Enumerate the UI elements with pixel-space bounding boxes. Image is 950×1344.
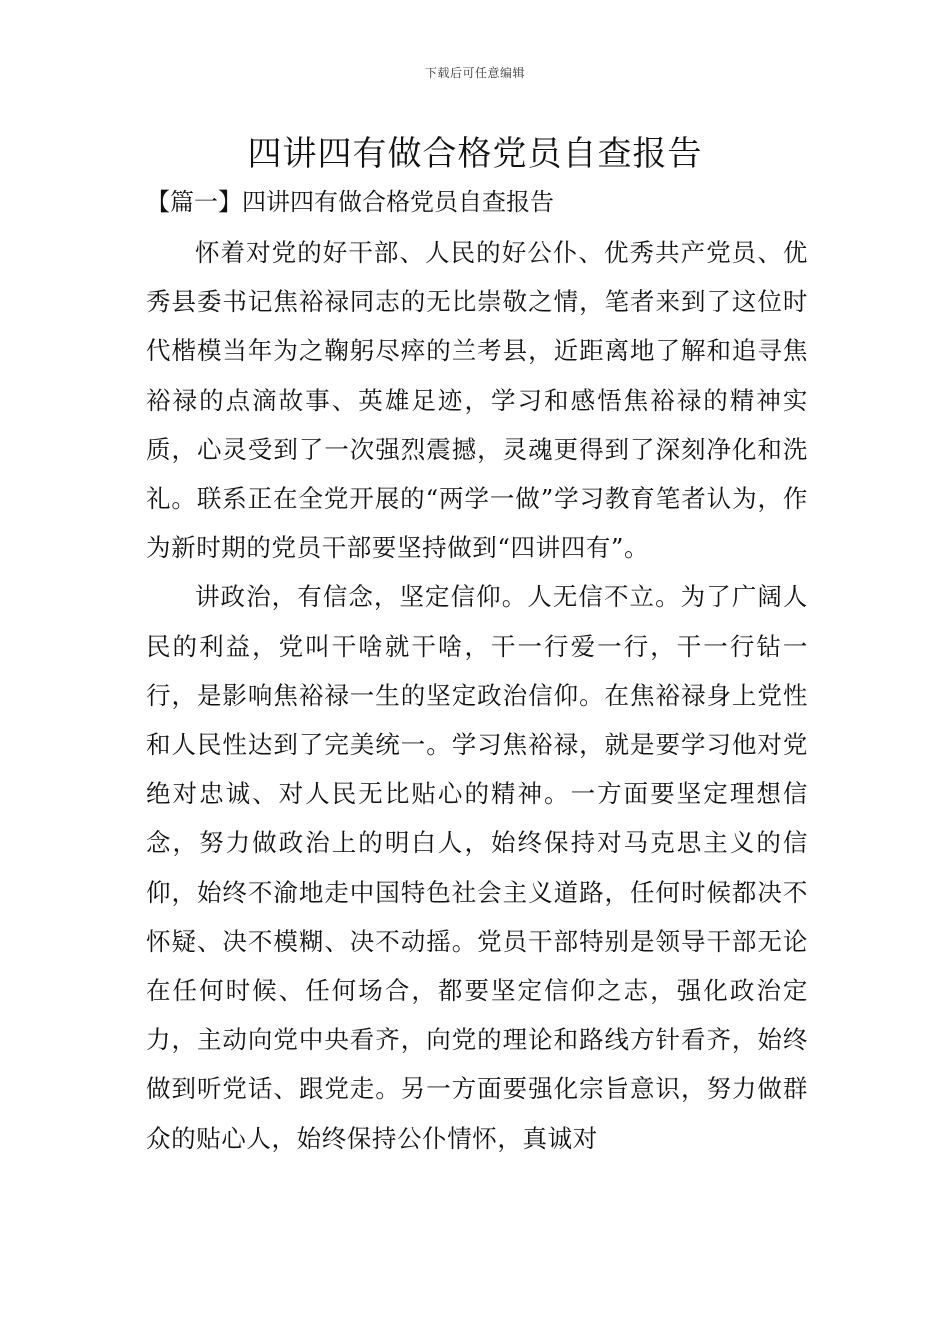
body-text [146, 228, 808, 1163]
section-heading: 【篇一】四讲四有做合格党员自查报告 [146, 188, 554, 216]
header-note: 下载后可任意编辑 [424, 66, 525, 80]
paragraph: 讲政治，有信念，坚定信仰。人无信不立。为了广阔人民的利益，党叫干啥就干啥，干一行爱一行，干一行钻一行，是影响焦裕禄一生的坚定政治信仰。在焦裕禄身上党性和人民性达到了完美统一。学习焦裕禄，就是要学习他对党绝对忠诚、对人民无比贴心的精神。一方面要坚定理想信念，努力做政治上的明白人，始终保持对马克思主义的信仰，始终不渝地走中国特色社会主义道路，任何时候都决不怀疑、决不模糊、决不动摇。党员干部特别是领导干部无论在任何时候、任何场合，都要坚定信仰之志，强化政治定力，主动向党中央看齐，向党的理论和路线方针看齐，始终做到听党话、跟党走。另一方面要强化宗旨意识，努力做群众的贴心人，始终保持公仆情怀，真诚对 [146, 582, 808, 1153]
paragraph: 怀着对党的好干部、人民的好公仆、优秀共产党员、优秀县委书记焦裕禄同志的无比崇敬之情，笔者来到了这位时代楷模当年为之鞠躬尽瘁的兰考县，近距离地了解和追寻焦裕禄的点滴故事、英雄足迹，学习和感悟焦裕禄的精神实质，心灵受到了一次强烈震撼，灵魂更得到了深刻净化和洗礼。联系正在全党开展的“两学一做”学习教育笔者认为，作为新时期的党员干部要坚持做到“四讲四有”。 [146, 238, 808, 563]
document-title: 四讲四有做合格党员自查报告 [247, 134, 703, 174]
